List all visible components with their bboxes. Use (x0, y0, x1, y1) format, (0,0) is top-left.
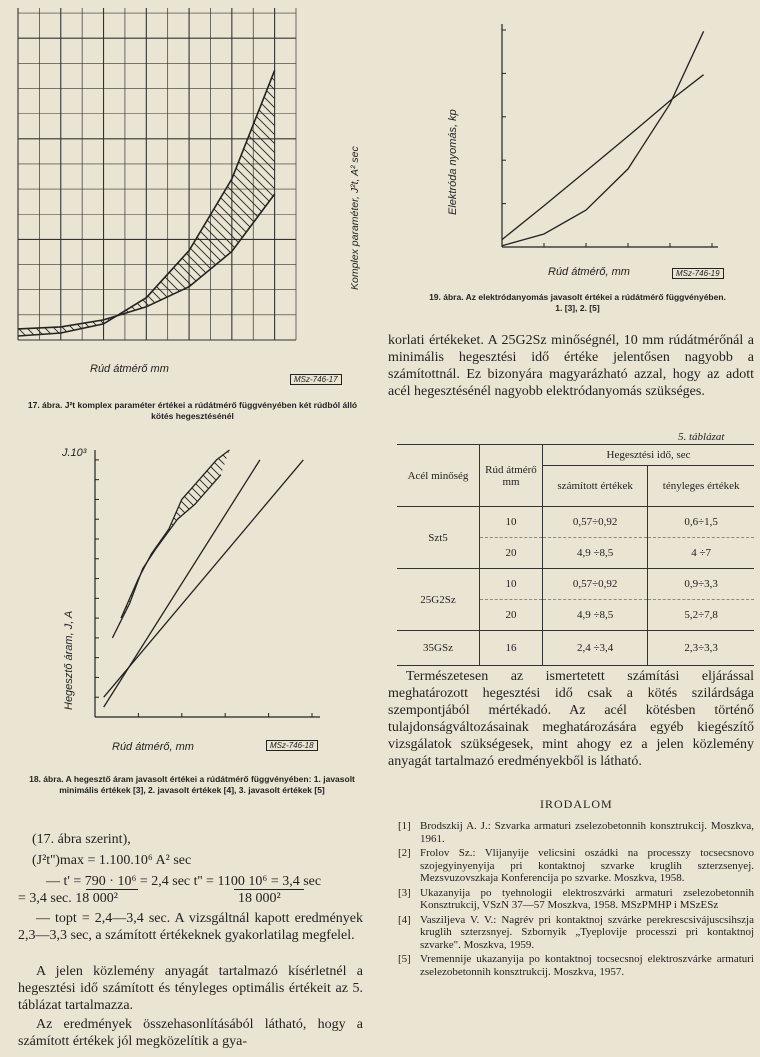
figure-18-hatch-line (0, 432, 298, 762)
left-paragraph-3: Az eredmények összehasonlításából látható, hogy a számított értékek jól megközelítik a gya- (18, 1017, 363, 1049)
table-row (397, 507, 754, 538)
figure-18-hatch-line (224, 432, 380, 762)
figure-18-yunit: J.10³ (62, 447, 87, 459)
figure-18-hatch-line (0, 432, 34, 762)
figure-18-hatch-line (0, 432, 266, 762)
figure-18-tag: MSz-746-18 (266, 740, 318, 751)
figure-18-hatch-line (0, 432, 26, 762)
figure-18-hatch-line (0, 432, 162, 762)
left-line-3: — t' = 790 · 10⁶ = 2,4 sec t'' = 1100 10⁶ = 3,4 sec (46, 874, 322, 889)
figure-18-hatch-line (0, 432, 90, 762)
left-line-4b: 18 000² (238, 891, 281, 906)
figure-18-hatch-line (336, 432, 380, 762)
figure-19-caption: 19. ábra. Az elektródanyomás javasolt értékei a rúdátmérő függvényében. 1. [3], 2. [5] (429, 292, 726, 313)
figure-18-hatch-line (0, 432, 306, 762)
table-row (397, 569, 754, 600)
figure-18-hatch-line (312, 432, 380, 762)
table-cell-actual: 5,2÷7,8 (648, 600, 754, 631)
figure-18-hatch-line (104, 432, 380, 762)
figure-18-hatch-line (0, 432, 122, 762)
figure-18-hatch-line (0, 432, 98, 762)
bibliography-item (398, 847, 754, 885)
table-cell-actual: 2,3÷3,3 (648, 631, 754, 666)
bibliography-number: [2] (398, 847, 411, 859)
figure-18-hatch-line (0, 432, 226, 762)
figure-18-hatch-line (40, 432, 370, 762)
figure-18-hatch-line (328, 432, 380, 762)
bibliography-item (398, 887, 754, 912)
figure-17-hatch-line (374, 0, 380, 400)
figure-17-hatch-line (365, 0, 380, 400)
figure-18-hatch-line (0, 432, 242, 762)
table-cell-actual: 0,9÷3,3 (648, 569, 754, 600)
figure-18-hatch-line (288, 432, 380, 762)
figure-18-series-2 (104, 460, 260, 707)
left-paragraph-1: — topt = 2,4—3,4 sec. A vizsgáltnál kapott eredmények 2,3—3,3 sec, a számított értékeknek gyakorlatilag megfelel. (18, 911, 363, 943)
figure-18-hatch-line (248, 432, 380, 762)
figure-18-hatch-line (144, 432, 380, 762)
figure-18-hatch-line (0, 432, 138, 762)
figure-18-hatch-line (200, 432, 380, 762)
figure-18-hatch-line (216, 432, 380, 762)
table-cell-actual: 4 ÷7 (648, 538, 754, 569)
left-paragraph-2: A jelen közlemény anyagát tartalmazó kísérletnél a hegesztési idő számított és tényleges optimális értékeit az 5. táblázat tartalmazza. (18, 964, 363, 1013)
bibliography-item (398, 953, 754, 978)
figure-18-hatch-line (352, 432, 380, 762)
table-cell-calc: 0,57÷0,92 (543, 507, 648, 538)
figure-18-marks (0, 432, 380, 762)
table-5-header-time: Hegesztési idő, sec (543, 445, 755, 466)
figure-17-ylabel: Komplex paraméter, J²t, A² sec (349, 146, 361, 290)
figure-18-series-1 (104, 460, 304, 697)
figure-19-chart (420, 0, 760, 290)
figure-18-hatch-line (0, 432, 42, 762)
figure-18-hatch-line (0, 432, 130, 762)
figure-18-hatch-line (0, 432, 210, 762)
figure-19-series-1 (502, 75, 704, 240)
figure-18-hatch-line (376, 432, 380, 762)
table-cell-rod: 10 (480, 507, 543, 538)
fraction-bar-1 (86, 889, 138, 890)
figure-18-xlabel: Rúd átmérő, mm (112, 741, 194, 753)
bibliography-text: Brodszkij A. J.: Szvarka armaturi zselezobetonnih konsztrukcij. Moszkva, 1961. (420, 820, 754, 845)
table-5-header-actual: tényleges értékek (648, 466, 754, 507)
figure-18-hatch-line (152, 432, 380, 762)
table-cell-calc: 4,9 ÷8,5 (543, 600, 648, 631)
table-5-header-rod: Rúd átmérő mm (480, 445, 543, 507)
figure-18-hatch-line (264, 432, 380, 762)
figure-18-hatch-line (0, 432, 218, 762)
table-cell-calc: 2,4 ÷3,4 (543, 631, 648, 666)
table-row (397, 631, 754, 666)
figure-18-hatch-line (232, 432, 380, 762)
figure-17-caption: 17. ábra. J²t komplex paraméter értékei a rúdátmérő függvényében két rúdból álló kötés hegesztésénél (27, 400, 358, 421)
figure-18-hatch-line (0, 432, 170, 762)
bibliography-number: [3] (398, 886, 411, 899)
figure-18-hatch-line (0, 432, 234, 762)
figure-18-hatch-line (280, 432, 380, 762)
figure-19-tag: MSz-746-19 (672, 268, 724, 279)
figure-18-hatch-line (256, 432, 380, 762)
fraction-bar-2 (234, 889, 304, 890)
figure-18-hatch-line (0, 432, 82, 762)
figure-18-hatch-line (0, 432, 66, 762)
bibliography-number: [4] (398, 913, 411, 926)
right-paragraph-1: korlati értékeket. A 25G2Sz minőségnél, 10 mm rúdátmérőnál a minimális hegesztési idő értéke jelentősen nagyobb a számítottnál. Ez bizonyára magyarázható azzal, hogy az adott acél hegesztésénél nagyobb elektródanyomás szükséges. (388, 333, 754, 399)
figure-18-hatch-line (0, 432, 202, 762)
figure-18-series-3-lower (112, 475, 220, 638)
figure-18-hatch-line (0, 432, 282, 762)
table-cell-calc: 4,9 ÷8,5 (543, 538, 648, 569)
bibliography-list (398, 820, 754, 980)
figure-18-caption: 18. ábra. A hegesztő áram javasolt értékei a rúdátmérő függvényében: 1. javasolt minimális értékek [3], 2. javasolt értékek [4], 3. javasolt értékek [5] (29, 774, 355, 795)
bibliography-number: [1] (398, 820, 411, 832)
figure-18-hatch (0, 432, 380, 762)
figure-18-hatch-line (304, 432, 380, 762)
bibliography-number: [5] (398, 953, 411, 965)
figure-17-tag: MSz-746-17 (290, 374, 342, 385)
figure-18-hatch-line (0, 432, 322, 762)
figure-18-hatch-line (0, 432, 50, 762)
figure-17-hatch-line (293, 0, 380, 400)
figure-17-grid (18, 8, 296, 340)
figure-18-hatch-line (128, 432, 380, 762)
left-line-2: (J²t'')max = 1.100.10⁶ A² sec (32, 853, 192, 868)
figure-18-hatch-line (344, 432, 380, 762)
figure-18-hatch-line (0, 432, 146, 762)
figure-18-hatch-line (16, 432, 346, 762)
table-cell-rod: 20 (480, 538, 543, 569)
figure-18-chart (0, 432, 380, 762)
figure-18-hatch-line (272, 432, 380, 762)
right-paragraph-2: Természetesen az ismertetett számítási eljárással meghatározott hegesztési idő csak a kötés szilárdsága szempontjából mértékadó. Az acél kötésben történő tulajdonságváltozásainak meghatározására egyéb kiegészítő vizsgálatok szükségesek, mint ahogy ez a jelen közlemény anyagát tartalmazó eredményekből is látható. (388, 669, 754, 769)
table-cell-rod: 20 (480, 600, 543, 631)
figure-19-ylabel: Elektróda nyomás, kp (447, 109, 459, 215)
bibliography-text: Ukazanyija po tyehnologii elektroszvárki armaturi zselezobetonnih Konsztrukcij, VSzN 37—57 Moszkva, 1958. MSzPMHP i MSzESz (420, 886, 754, 911)
figure-18-hatch-line (0, 432, 18, 762)
left-line-1: (17. ábra szerint), (32, 832, 131, 847)
bibliography-item (398, 914, 754, 952)
figure-18-hatch-line (368, 432, 380, 762)
figure-18-hatch-line (72, 432, 380, 762)
figure-18-hatch-line (0, 432, 10, 762)
figure-18-hatch-line (24, 432, 354, 762)
figure-18-hatch-line (184, 432, 380, 762)
figure-18-hatch-line (0, 432, 330, 762)
figure-18-hatch-line (192, 432, 380, 762)
bibliography-heading: IRODALOM (540, 797, 613, 811)
figure-18-hatch-line (296, 432, 380, 762)
figure-19-series-2 (502, 31, 704, 245)
figure-18-hatch-line (0, 432, 74, 762)
figure-18-hatch-line (0, 432, 178, 762)
figure-18-hatch-line (0, 432, 274, 762)
figure-18-hatch-line (64, 432, 380, 762)
figure-17-chart (0, 0, 380, 400)
figure-18-hatch-line (208, 432, 380, 762)
figure-17-hatch-line (284, 0, 380, 400)
left-line-4a: = 3,4 sec. 18 000² (18, 891, 118, 906)
table-cell-actual: 0,6÷1,5 (648, 507, 754, 538)
figure-18-hatch-line (160, 432, 380, 762)
figure-18-hatch-line (120, 432, 380, 762)
table-5-title: 5. táblázat (678, 431, 725, 443)
figure-17-hatch-line (302, 0, 380, 400)
figure-18-hatch-line (56, 432, 380, 762)
figure-17-hatch-line (311, 0, 380, 400)
figure-18-hatch-line (96, 432, 380, 762)
bibliography-item (398, 820, 754, 845)
figure-18-hatch-line (0, 432, 58, 762)
table-cell-steel: Szt5 (397, 507, 480, 569)
figure-18-hatch-line (176, 432, 380, 762)
bibliography-text: Frolov Sz.: Vlijanyije velicsini oszádki na processzy tocsecsnovo szojegyinyenyija pri kontaktnoj szvarke kruglih szterzsenyej. Mezsvuzovszkaja Konferencija po szvarke. Moszkva, 1958. (420, 847, 754, 884)
figure-17-hatch-line (0, 0, 18, 400)
figure-18-hatch-line (0, 432, 258, 762)
figure-18-hatch-line (240, 432, 380, 762)
figure-17-xlabel: Rúd átmérő mm (90, 363, 169, 375)
figure-18-hatch-line (168, 432, 380, 762)
table-cell-rod: 16 (480, 631, 543, 666)
figure-18-hatch-line (0, 432, 114, 762)
figure-18-hatch-line (320, 432, 380, 762)
table-5-header-steel: Acél minőség (397, 445, 480, 507)
figure-18-hatch-line (0, 432, 314, 762)
table-5-header-calc: számított értékek (543, 466, 648, 507)
table-cell-calc: 0,57÷0,92 (543, 569, 648, 600)
figure-18-hatch-line (48, 432, 378, 762)
figure-18-hatch-line (0, 432, 106, 762)
table-5 (397, 444, 754, 666)
figure-18-hatch-line (0, 432, 2, 762)
figure-18-hatch-line (0, 432, 194, 762)
figure-17-hatch-line (0, 0, 9, 400)
figure-18-ylabel: Hegesztő áram, J, A (63, 610, 75, 710)
bibliography-text: Vremennije ukazanyija po kontaktnoj tocsecsnoj elektroszvárke armaturi zselezobetonnih konsztrukcij. Moszkva, 1957. (420, 953, 754, 978)
figure-18-hatch-line (0, 432, 186, 762)
figure-19-xlabel: Rúd átmérő, mm (548, 266, 630, 278)
table-cell-steel: 25G2Sz (397, 569, 480, 631)
figure-19-marks (502, 24, 718, 247)
table-cell-rod: 10 (480, 569, 543, 600)
table-cell-steel: 35GSz (397, 631, 480, 666)
figure-18-hatch-line (0, 432, 250, 762)
bibliography-text: Vasziljeva V. V.: Nagrév pri kontaktnoj szvárke perekrescsivájuscsihszja kruglih szterzsnyej. Szbornyik „Tyeplovije processzi pri kontaktnoj szvarke". Moszkva, 1959. (420, 913, 754, 951)
figure-18-hatch-line (360, 432, 380, 762)
figure-18-hatch-line (80, 432, 380, 762)
